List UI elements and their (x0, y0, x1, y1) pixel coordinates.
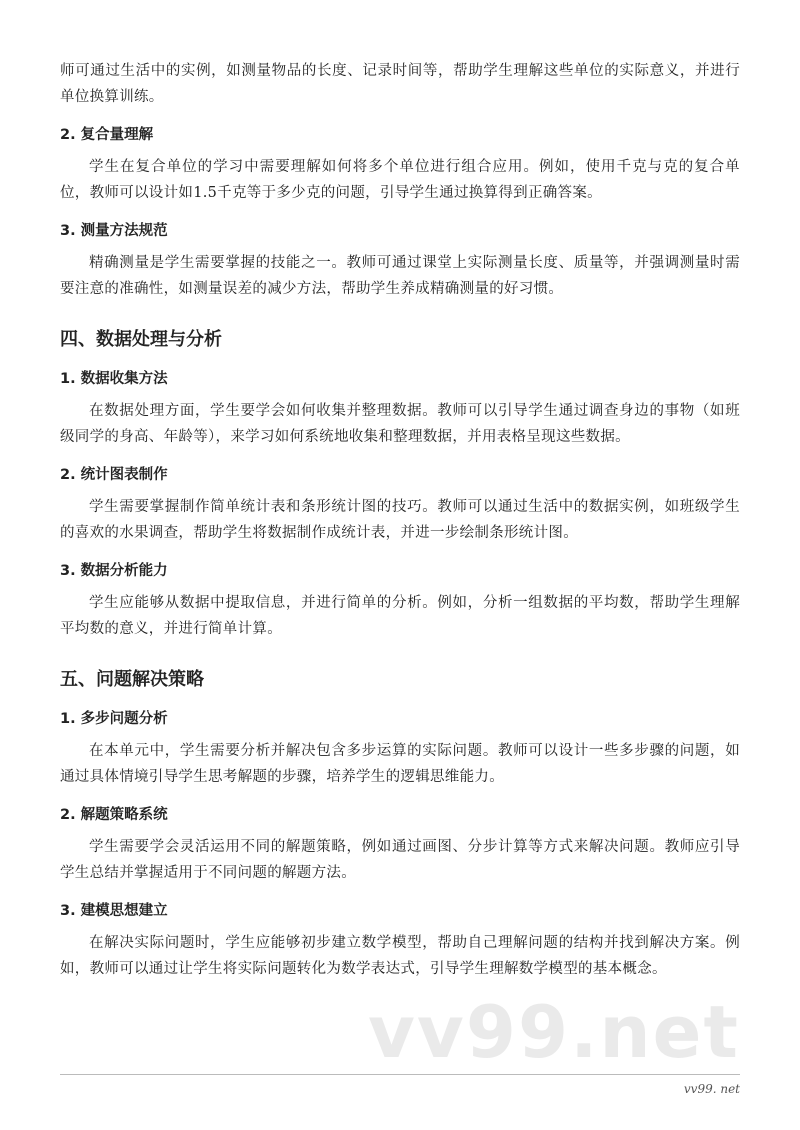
paragraph: 学生应能够从数据中提取信息，并进行简单的分析。例如，分析一组数据的平均数，帮助学生理解平均数的意义，并进行简单计算。 (60, 595, 740, 637)
paragraph: 在解决实际问题时，学生应能够初步建立数学模型，帮助自己理解问题的结构并找到解决方案。例如，教师可以通过让学生将实际问题转化为数学表达式，引导学生理解数学模型的基本概念。 (60, 935, 740, 977)
section-heading: 五、问题解决策略 (60, 669, 204, 690)
subsection-title: 1. 多步问题分析 (60, 711, 168, 727)
document-body (60, 58, 740, 982)
paragraph: 在数据处理方面，学生要学会如何收集并整理数据。教师可以引导学生通过调查身边的事物（如班级同学的身高、年龄等），来学习如何系统地收集和整理数据，并用表格呈现这些数据。 (60, 403, 740, 445)
section-heading: 四、数据处理与分析 (60, 329, 222, 350)
subsection-title: 3. 数据分析能力 (60, 563, 168, 579)
footer-divider (60, 1074, 740, 1075)
intro-paragraph: 师可通过生活中的实例，如测量物品的长度、记录时间等，帮助学生理解这些单位的实际意义，并进行单位换算训练。 (60, 63, 740, 105)
paragraph: 学生需要掌握制作简单统计表和条形统计图的技巧。教师可以通过生活中的数据实例，如班级学生的喜欢的水果调查，帮助学生将数据制作成统计表，并进一步绘制条形统计图。 (60, 499, 740, 541)
watermark: vv99.net (368, 990, 740, 1074)
subsection-title: 1. 数据收集方法 (60, 371, 168, 387)
paragraph: 学生需要学会灵活运用不同的解题策略，例如通过画图、分步计算等方式来解决问题。教师应引导学生总结并掌握适用于不同问题的解题方法。 (60, 839, 740, 881)
subsection-title: 3. 测量方法规范 (60, 223, 168, 239)
paragraph: 学生在复合单位的学习中需要理解如何将多个单位进行组合应用。例如，使用千克与克的复合单位，教师可以设计如1.5千克等于多少克的问题，引导学生通过换算得到正确答案。 (60, 159, 740, 201)
subsection-title: 2. 统计图表制作 (60, 467, 168, 483)
paragraph: 精确测量是学生需要掌握的技能之一。教师可通过课堂上实际测量长度、质量等，并强调测量时需要注意的准确性，如测量误差的减少方法，帮助学生养成精确测量的好习惯。 (60, 255, 740, 297)
paragraph: 在本单元中，学生需要分析并解决包含多步运算的实际问题。教师可以设计一些多步骤的问题，如通过具体情境引导学生思考解题的步骤，培养学生的逻辑思维能力。 (60, 743, 740, 785)
subsection-title: 2. 解题策略系统 (60, 807, 168, 823)
subsection-title: 2. 复合量理解 (60, 127, 154, 143)
footer-site-label: vv99. net (683, 1082, 740, 1096)
subsection-title: 3. 建模思想建立 (60, 903, 168, 919)
